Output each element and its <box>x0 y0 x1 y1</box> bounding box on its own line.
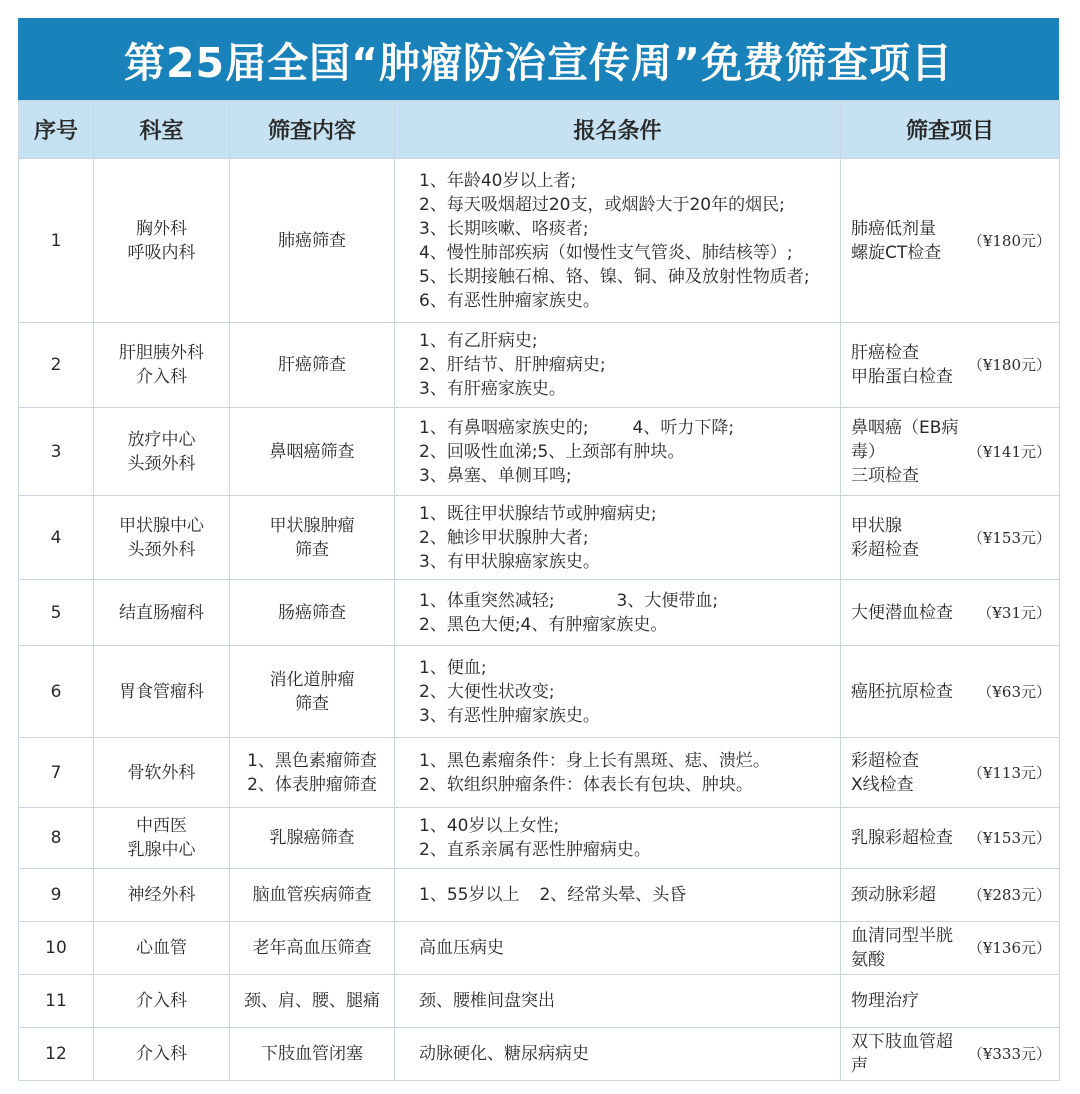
condition-line <box>419 589 840 613</box>
condition-line <box>419 502 840 526</box>
screening-item-name <box>851 514 919 562</box>
screening-item-name <box>851 924 964 972</box>
conditions-cell <box>395 869 841 922</box>
condition-text: 2、大便性状改变; <box>419 681 555 702</box>
row-index: 6 <box>19 646 94 738</box>
table-row <box>19 646 1060 738</box>
title-banner <box>18 18 1059 100</box>
screening-item-name <box>851 749 919 797</box>
conditions-cell <box>395 408 841 496</box>
table-row <box>19 1028 1060 1081</box>
screening-item-wrap <box>851 1030 1051 1078</box>
row-index: 12 <box>19 1028 94 1081</box>
table-row <box>19 323 1060 408</box>
screening-item-cell <box>841 408 1060 496</box>
screening-item-line: 彩超检查 <box>851 750 919 771</box>
row-index: 4 <box>19 496 94 580</box>
condition-text: 3、有甲状腺癌家族史。 <box>419 551 600 572</box>
department-line: 乳腺中心 <box>127 840 196 860</box>
condition-line <box>419 193 840 217</box>
condition-text: 1、55岁以上 <box>419 885 520 905</box>
department-line: 介入科 <box>136 991 187 1011</box>
condition-text: 4、有肿瘤家族史。 <box>520 614 668 635</box>
screening-content-line: 脑血管疾病筛查 <box>252 885 372 905</box>
screening-content-cell <box>230 1028 395 1081</box>
condition-text: 5、上颈部有肿块。 <box>537 441 685 462</box>
condition-text: 2、经常头晕、头昏 <box>539 885 687 905</box>
condition-line <box>419 289 840 313</box>
row-index: 1 <box>19 159 94 323</box>
condition-text: 2、软组织肿瘤条件：体表长有包块、肿块。 <box>419 774 753 795</box>
screening-content-line: 甲状腺肿瘤 <box>269 515 355 536</box>
condition-line <box>419 416 840 440</box>
screening-item-line: 大便潜血检查 <box>851 602 953 623</box>
screening-content-cell <box>230 738 395 808</box>
header-conditions: 报名条件 <box>395 101 841 159</box>
screening-content-line: 鼻咽癌筛查 <box>269 441 355 462</box>
screening-item-line: 彩超检查 <box>851 539 919 560</box>
screening-item-line: 甲状腺 <box>851 515 902 536</box>
screening-item-wrap <box>851 883 1051 907</box>
condition-line <box>419 526 840 550</box>
condition-text: 2、肝结节、肝肿瘤病史; <box>419 355 606 375</box>
department-line: 甲状腺中心 <box>119 515 204 536</box>
condition-line <box>419 749 840 773</box>
screening-item-line: 颈动脉彩超 <box>851 885 936 905</box>
row-index: 3 <box>19 408 94 496</box>
screening-content-cell <box>230 922 395 975</box>
screening-item-line: X线检查 <box>851 774 914 795</box>
screening-item-wrap <box>851 924 1051 972</box>
screening-item-name <box>851 217 941 265</box>
screening-sheet <box>18 18 1059 1081</box>
department-cell <box>94 738 230 808</box>
condition-line <box>419 680 840 704</box>
condition-text: 高血压病史 <box>419 938 504 958</box>
price-label: （¥31元） <box>977 603 1051 622</box>
screening-item-name <box>851 826 953 850</box>
table-row <box>19 922 1060 975</box>
screening-item-wrap <box>851 217 1051 265</box>
condition-line <box>419 217 840 241</box>
screening-content-line: 消化道肿瘤 <box>269 669 355 690</box>
screening-content-cell <box>230 580 395 646</box>
department-cell <box>94 408 230 496</box>
condition-text: 2、回吸性血涕; <box>419 441 538 462</box>
row-index: 5 <box>19 580 94 646</box>
condition-text: 4、慢性肺部疾病（如慢性支气管炎、肺结核等）; <box>419 242 793 263</box>
department-line: 中西医 <box>136 816 187 836</box>
page-title: 第25届全国“肿瘤防治宣传周”免费筛查项目 <box>124 38 953 87</box>
department-line: 介入科 <box>136 367 187 387</box>
department-cell <box>94 580 230 646</box>
conditions-cell <box>395 580 841 646</box>
table-header-row <box>19 101 1060 159</box>
condition-line <box>419 169 840 193</box>
condition-text: 2、直系亲属有恶性肿瘤病史。 <box>419 840 651 860</box>
screening-item-line: 物理治疗 <box>851 991 919 1011</box>
screening-item-cell <box>841 922 1060 975</box>
screening-item-wrap <box>851 989 1051 1013</box>
price-label: （¥180元） <box>967 356 1051 374</box>
screening-content-line: 肺癌筛查 <box>278 230 346 251</box>
screening-content-line: 老年高血压筛查 <box>252 938 372 958</box>
department-cell <box>94 869 230 922</box>
condition-text: 4、听力下降; <box>632 417 735 438</box>
condition-line <box>419 377 840 401</box>
condition-text: 5、长期接触石棉、铬、镍、铜、砷及放射性物质者; <box>419 266 810 287</box>
price-label: （¥153元） <box>967 528 1051 547</box>
table-row <box>19 975 1060 1028</box>
screening-content-cell <box>230 869 395 922</box>
condition-line <box>419 265 840 289</box>
row-index: 9 <box>19 869 94 922</box>
screening-item-name <box>851 601 953 625</box>
condition-text: 动脉硬化、糖尿病病史 <box>419 1044 589 1064</box>
condition-line <box>419 550 840 574</box>
screening-content-cell <box>230 159 395 323</box>
price-label: （¥136元） <box>967 939 1051 957</box>
price-label: （¥113元） <box>967 763 1051 782</box>
screening-item-wrap <box>851 601 1051 625</box>
department-line: 头颈外科 <box>127 539 196 560</box>
price-label: （¥153元） <box>967 829 1051 847</box>
table-row <box>19 496 1060 580</box>
screening-item-name <box>851 416 964 488</box>
condition-text: 1、有鼻咽癌家族史的; <box>419 417 589 438</box>
screening-item-cell <box>841 975 1060 1028</box>
condition-line <box>419 883 840 907</box>
price-label: （¥141元） <box>967 442 1051 461</box>
condition-text: 1、有乙肝病史; <box>419 331 538 351</box>
table-body <box>19 159 1060 1081</box>
screening-item-line: 乳腺彩超检查 <box>851 828 953 848</box>
screening-item-line: 双下肢血管超声 <box>851 1032 953 1076</box>
condition-line <box>419 353 840 377</box>
condition-line <box>419 838 840 862</box>
row-index: 10 <box>19 922 94 975</box>
screening-item-line: 肺癌低剂量 <box>851 218 936 239</box>
condition-text: 2、触诊甲状腺肿大者; <box>419 527 589 548</box>
condition-line <box>419 773 840 797</box>
condition-text: 3、鼻塞、单侧耳鸣; <box>419 465 572 486</box>
conditions-cell <box>395 975 841 1028</box>
condition-line <box>419 464 840 488</box>
row-index: 8 <box>19 808 94 869</box>
screening-item-line: 癌胚抗原检查 <box>851 681 953 702</box>
screening-content-line: 2、体表肿瘤筛查 <box>247 774 377 795</box>
screening-item-cell <box>841 323 1060 408</box>
header-content: 筛查内容 <box>230 101 395 159</box>
screening-item-line: 肝癌检查 <box>851 343 919 363</box>
screening-item-wrap <box>851 514 1051 562</box>
header-index: 序号 <box>19 101 94 159</box>
department-line: 胸外科 <box>136 218 187 239</box>
screening-content-cell <box>230 808 395 869</box>
department-line: 神经外科 <box>127 885 196 905</box>
department-line: 骨软外科 <box>127 762 196 783</box>
screening-item-wrap <box>851 416 1051 488</box>
conditions-cell <box>395 646 841 738</box>
screening-item-cell <box>841 646 1060 738</box>
condition-line <box>419 814 840 838</box>
screening-content-cell <box>230 408 395 496</box>
header-items: 筛查项目 <box>841 101 1060 159</box>
screening-item-line: 螺旋CT检查 <box>851 242 942 263</box>
condition-line <box>419 656 840 680</box>
screening-item-name <box>851 1030 964 1078</box>
condition-text: 6、有恶性肿瘤家族史。 <box>419 290 600 311</box>
screening-item-cell <box>841 1028 1060 1081</box>
condition-line <box>419 241 840 265</box>
conditions-cell <box>395 323 841 408</box>
screening-item-wrap <box>851 749 1051 797</box>
condition-text: 3、长期咳嗽、咯痰者; <box>419 218 589 239</box>
department-line: 胃食管瘤科 <box>119 681 204 702</box>
condition-text: 1、体重突然减轻; <box>419 590 555 611</box>
department-line: 呼吸内科 <box>127 242 196 263</box>
price-label: （¥63元） <box>977 682 1051 701</box>
screening-item-cell <box>841 159 1060 323</box>
row-index: 2 <box>19 323 94 408</box>
screening-item-cell <box>841 496 1060 580</box>
conditions-cell <box>395 922 841 975</box>
screening-item-name <box>851 680 953 704</box>
condition-text: 3、大便带血; <box>616 590 719 611</box>
condition-text: 颈、腰椎间盘突出 <box>419 991 555 1011</box>
table-row <box>19 869 1060 922</box>
screening-item-cell <box>841 808 1060 869</box>
price-label: （¥283元） <box>967 886 1051 904</box>
condition-text: 2、黑色大便; <box>419 614 521 635</box>
screening-item-cell <box>841 869 1060 922</box>
department-line: 放疗中心 <box>127 429 196 450</box>
department-cell <box>94 922 230 975</box>
screening-content-line: 1、黑色素瘤筛查 <box>247 750 377 771</box>
screening-content-line: 乳腺癌筛查 <box>269 828 355 848</box>
condition-text: 3、有肝癌家族史。 <box>419 379 566 399</box>
condition-line <box>419 440 840 464</box>
department-line: 介入科 <box>136 1044 187 1064</box>
department-cell <box>94 975 230 1028</box>
header-department: 科室 <box>94 101 230 159</box>
condition-text: 1、既往甲状腺结节或肿瘤病史; <box>419 503 657 524</box>
department-line: 肝胆胰外科 <box>119 343 204 363</box>
screening-content-cell <box>230 323 395 408</box>
table-row <box>19 808 1060 869</box>
screening-item-cell <box>841 580 1060 646</box>
table-row <box>19 408 1060 496</box>
screening-item-wrap <box>851 680 1051 704</box>
department-cell <box>94 159 230 323</box>
conditions-cell <box>395 496 841 580</box>
price-label: （¥333元） <box>967 1045 1051 1063</box>
condition-line <box>419 704 840 728</box>
screening-item-line: 甲胎蛋白检查 <box>851 367 953 387</box>
screening-content-line: 肝癌筛查 <box>278 355 346 375</box>
price-label: （¥180元） <box>967 231 1051 250</box>
screening-content-line: 筛查 <box>295 539 329 560</box>
department-line: 结直肠瘤科 <box>119 602 204 623</box>
row-index: 11 <box>19 975 94 1028</box>
screening-item-wrap <box>851 341 1051 389</box>
condition-line <box>419 329 840 353</box>
condition-text: 1、便血; <box>419 657 487 678</box>
department-line: 头颈外科 <box>127 453 196 474</box>
department-cell <box>94 496 230 580</box>
screening-item-name <box>851 989 919 1013</box>
condition-line <box>419 989 840 1013</box>
department-cell <box>94 1028 230 1081</box>
conditions-cell <box>395 808 841 869</box>
condition-line <box>419 1042 840 1066</box>
screening-item-name <box>851 883 936 907</box>
table-row <box>19 738 1060 808</box>
screening-item-line: 鼻咽癌（EB病毒） <box>851 417 959 462</box>
screening-item-line: 血清同型半胱氨酸 <box>851 926 953 970</box>
screening-table <box>18 100 1060 1081</box>
screening-content-line: 肠癌筛查 <box>278 602 346 623</box>
condition-text: 3、有恶性肿瘤家族史。 <box>419 705 600 726</box>
department-cell <box>94 646 230 738</box>
screening-content-line: 颈、肩、腰、腿痛 <box>244 991 380 1011</box>
department-cell <box>94 323 230 408</box>
screening-content-line: 筛查 <box>295 693 329 714</box>
conditions-cell <box>395 159 841 323</box>
screening-content-cell <box>230 646 395 738</box>
department-line: 心血管 <box>136 938 187 958</box>
condition-text: 2、每天吸烟超过20支，或烟龄大于20年的烟民; <box>419 194 785 215</box>
table-row <box>19 159 1060 323</box>
condition-text: 1、年龄40岁以上者; <box>419 170 577 191</box>
table-row <box>19 580 1060 646</box>
conditions-cell <box>395 738 841 808</box>
condition-text: 1、黑色素瘤条件：身上长有黑斑、痣、溃烂。 <box>419 750 770 771</box>
condition-text: 1、40岁以上女性; <box>419 816 560 836</box>
screening-content-cell <box>230 496 395 580</box>
row-index: 7 <box>19 738 94 808</box>
department-cell <box>94 808 230 869</box>
condition-line <box>419 936 840 960</box>
screening-item-cell <box>841 738 1060 808</box>
conditions-cell <box>395 1028 841 1081</box>
screening-item-wrap <box>851 826 1051 850</box>
screening-content-line: 下肢血管闭塞 <box>261 1044 363 1064</box>
screening-content-cell <box>230 975 395 1028</box>
screening-item-name <box>851 341 953 389</box>
condition-line <box>419 613 840 637</box>
screening-item-line: 三项检查 <box>851 465 919 486</box>
